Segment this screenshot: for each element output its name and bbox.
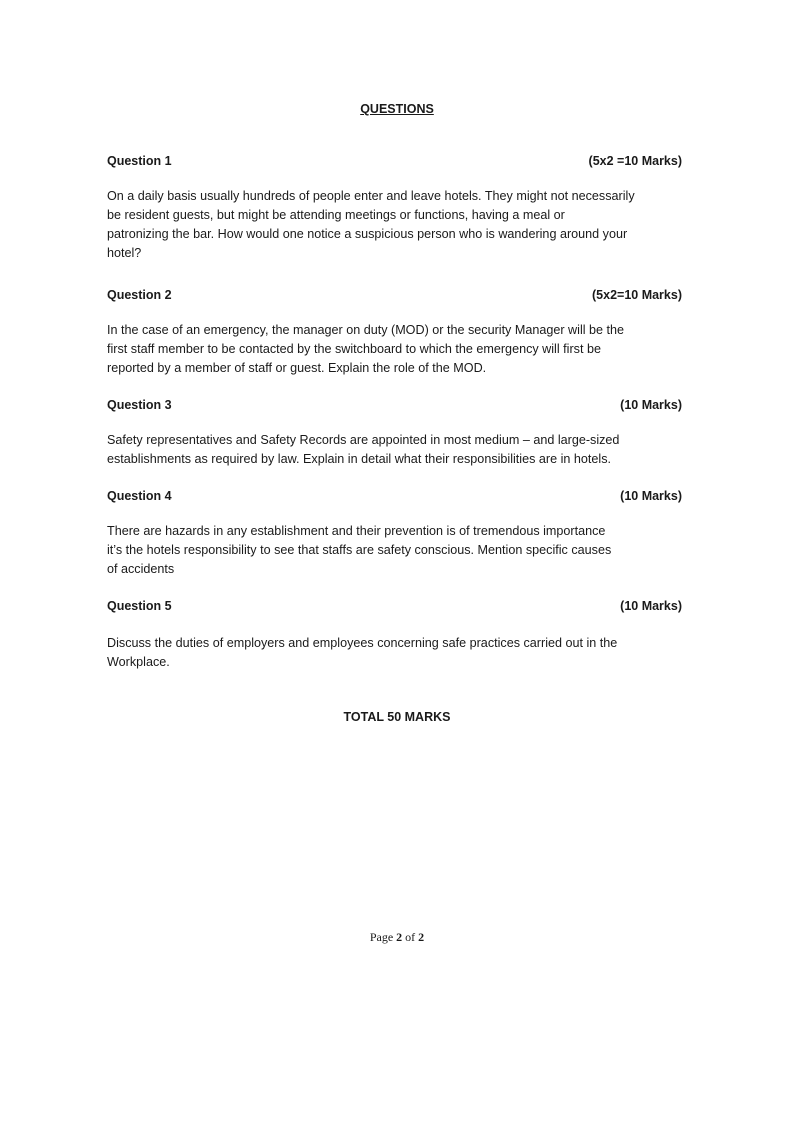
question-4-marks: (10 Marks)	[620, 489, 682, 503]
question-5-heading: Question 5	[107, 599, 172, 613]
text-line: establishments as required by law. Explain in detail what their responsibilities are in hotels.	[107, 452, 612, 466]
total-marks: TOTAL 50 MARKS	[343, 710, 451, 724]
text-line: first staff member to be contacted by the switchboard to which the emergency will first be	[107, 342, 601, 356]
question-4-text	[107, 522, 611, 579]
text-line: reported by a member of staff or guest. Explain the role of the MOD.	[107, 361, 487, 375]
question-3-heading: Question 3	[107, 398, 172, 412]
page-number	[0, 930, 794, 945]
text-line: patronizing the bar. How would one notice a suspicious person who is wandering around your	[107, 227, 628, 241]
text-line: Workplace.	[107, 655, 170, 669]
text-line: There are hazards in any establishment and their prevention is of tremendous importance	[107, 524, 606, 538]
text-line: of accidents	[107, 562, 175, 576]
page-title: QUESTIONS	[360, 102, 434, 116]
total-pages: 2	[418, 930, 425, 944]
text-line: Discuss the duties of employers and employees concerning safe practices carried out in the	[107, 636, 618, 650]
question-4-heading: Question 4	[107, 489, 172, 503]
text-line: In the case of an emergency, the manager on duty (MOD) or the security Manager will be the	[107, 323, 625, 337]
question-3-marks: (10 Marks)	[620, 398, 682, 412]
question-5-marks: (10 Marks)	[620, 599, 682, 613]
question-2-marks: (5x2=10 Marks)	[592, 288, 682, 302]
current-page: 2	[396, 930, 403, 944]
question-5-text	[107, 634, 617, 672]
page-of: of	[402, 930, 419, 944]
question-1-marks: (5x2 =10 Marks)	[588, 154, 682, 168]
text-line: hotel?	[107, 246, 142, 260]
question-3-text	[107, 431, 619, 469]
question-2-heading: Question 2	[107, 288, 172, 302]
question-2-text	[107, 321, 624, 378]
question-1-text	[107, 187, 635, 263]
text-line: Safety representatives and Safety Records are appointed in most medium – and large-sized	[107, 433, 620, 447]
page-prefix: Page	[369, 930, 397, 944]
text-line: be resident guests, but might be attending meetings or functions, having a meal or	[107, 208, 565, 222]
text-line: On a daily basis usually hundreds of people enter and leave hotels. They might not necessarily	[107, 189, 635, 203]
text-line: it’s the hotels responsibility to see that staffs are safety conscious. Mention specific causes	[107, 543, 612, 557]
question-1-heading: Question 1	[107, 154, 172, 168]
